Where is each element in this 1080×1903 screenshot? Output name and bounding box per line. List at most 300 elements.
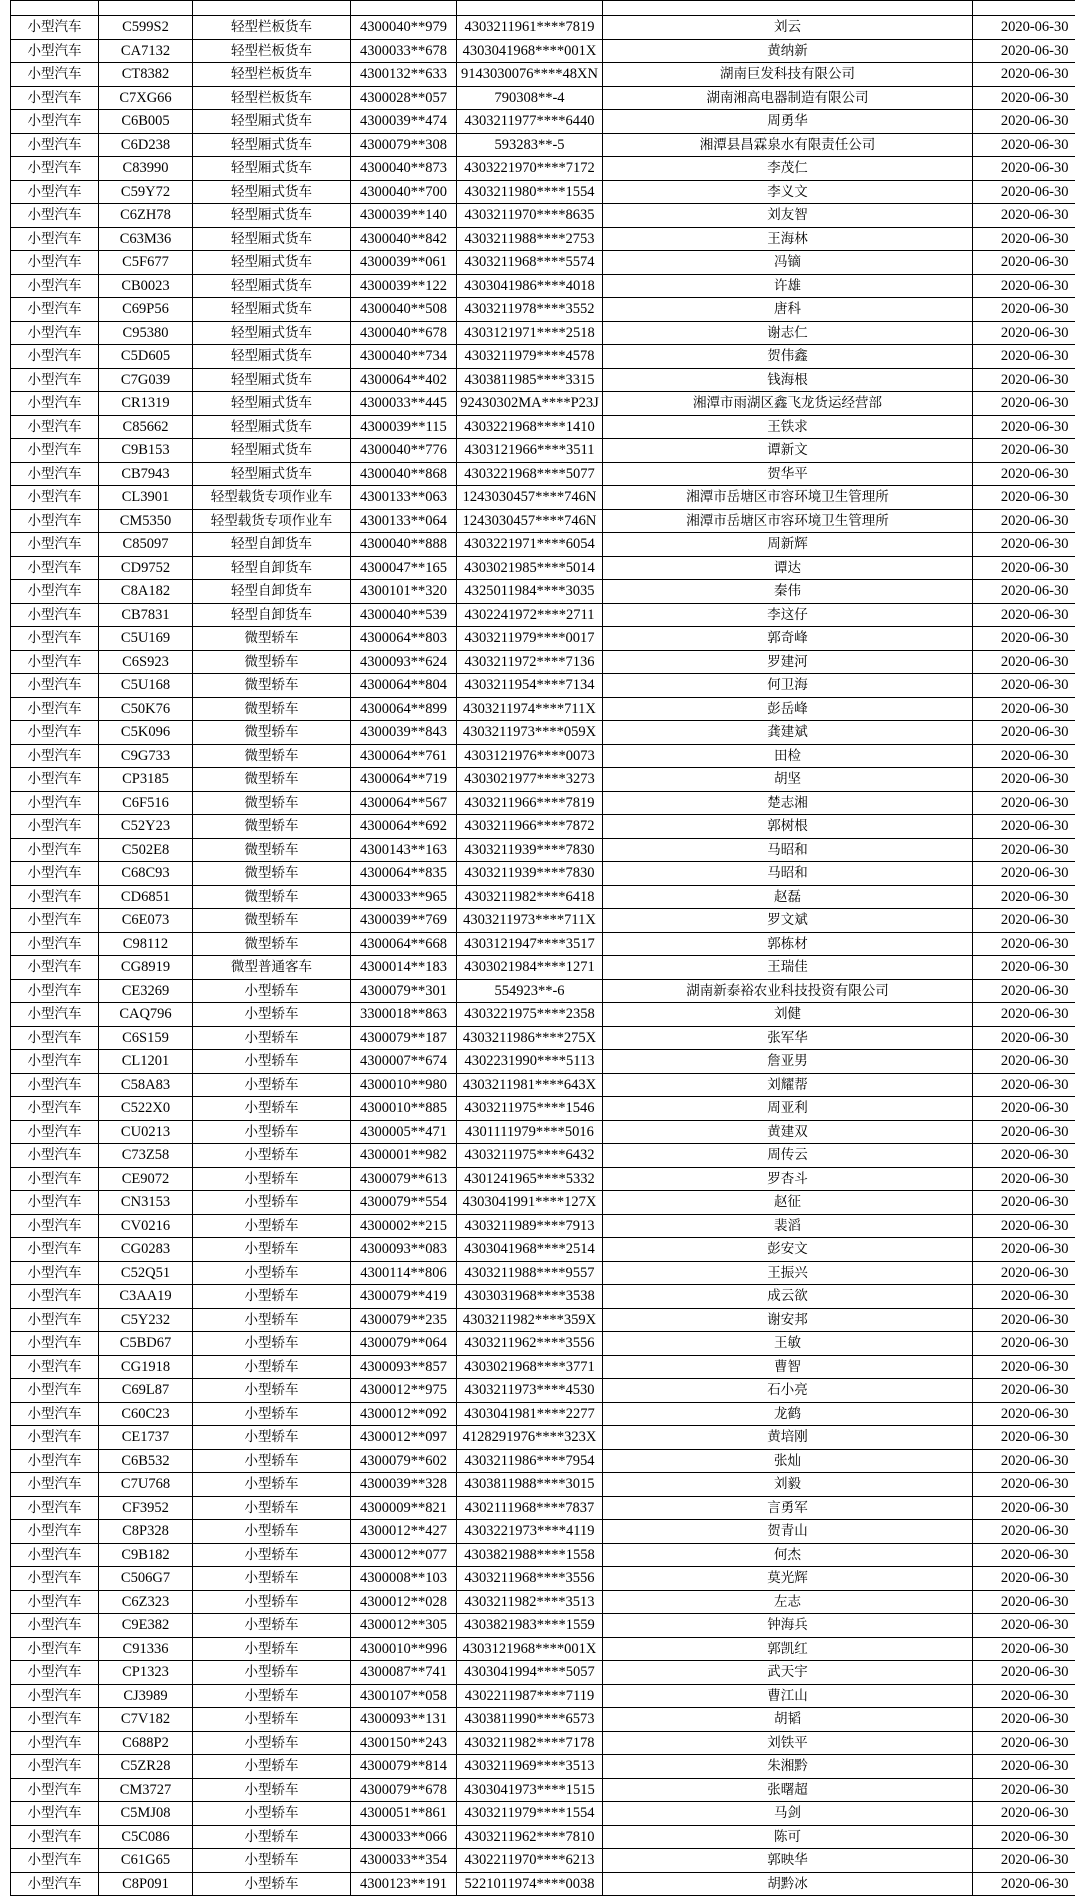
- date-cell: 2020-06-30: [973, 251, 1075, 275]
- plate-number-cell: C6ZH78: [99, 204, 193, 228]
- id-number-cell: 4303211975****6432: [457, 1144, 603, 1168]
- plate-number-cell: C6F516: [99, 791, 193, 815]
- vehicle-type-cell: 小型汽车: [11, 556, 99, 580]
- date-cell: 2020-06-30: [973, 650, 1075, 674]
- id-number-cell: 4303211966****7872: [457, 815, 603, 839]
- id-number-cell: 4303211962****7810: [457, 1825, 603, 1849]
- vehicle-type-cell: 小型汽车: [11, 1778, 99, 1802]
- vehicle-style-cell: 轻型厢式货车: [193, 298, 351, 322]
- vehicle-style-cell: 微型轿车: [193, 674, 351, 698]
- vehicle-type-cell: 小型汽车: [11, 1449, 99, 1473]
- vehicle-style-cell: 轻型厢式货车: [193, 345, 351, 369]
- id-number-cell: 4303811988****3015: [457, 1473, 603, 1497]
- owner-name-cell: 谭达: [603, 556, 973, 580]
- vehicle-type-cell: 小型汽车: [11, 650, 99, 674]
- id-number-cell: 4303211968****5574: [457, 251, 603, 275]
- vehicle-style-cell: 小型轿车: [193, 1590, 351, 1614]
- date-cell: 2020-06-30: [973, 1285, 1075, 1309]
- record-code-cell: 4300010**980: [351, 1073, 457, 1097]
- vehicle-style-cell: 小型轿车: [193, 1402, 351, 1426]
- record-code-cell: 4300093**083: [351, 1238, 457, 1262]
- vehicle-style-cell: 小型轿车: [193, 1802, 351, 1826]
- vehicle-style-cell: 小型轿车: [193, 1167, 351, 1191]
- record-code-cell: 4300007**674: [351, 1050, 457, 1074]
- vehicle-style-cell: 小型轿车: [193, 1097, 351, 1121]
- vehicle-type-cell: 小型汽车: [11, 157, 99, 181]
- owner-name-cell: 谢安邦: [603, 1308, 973, 1332]
- record-code-cell: 4300010**885: [351, 1097, 457, 1121]
- table-row: [11, 1285, 1075, 1309]
- id-number-cell: 4303211988****2753: [457, 227, 603, 251]
- table-row: [11, 157, 1075, 181]
- owner-name-cell: 罗杏斗: [603, 1167, 973, 1191]
- table-row: [11, 298, 1075, 322]
- date-cell: 2020-06-30: [973, 1332, 1075, 1356]
- id-number-cell: 4303211982****6418: [457, 885, 603, 909]
- date-cell: 2020-06-30: [973, 1073, 1075, 1097]
- vehicle-style-cell: 小型轿车: [193, 1073, 351, 1097]
- record-code-cell: 4300033**445: [351, 392, 457, 416]
- plate-number-cell: C9E382: [99, 1614, 193, 1638]
- date-cell: 2020-06-30: [973, 862, 1075, 886]
- record-code-cell: 4300133**063: [351, 486, 457, 510]
- owner-name-cell: 石小亮: [603, 1379, 973, 1403]
- vehicle-type-cell: 小型汽车: [11, 63, 99, 87]
- table-row: [11, 204, 1075, 228]
- plate-number-cell: C5D605: [99, 345, 193, 369]
- vehicle-type-cell: 小型汽车: [11, 1144, 99, 1168]
- date-cell: 2020-06-30: [973, 556, 1075, 580]
- table-row: [11, 39, 1075, 63]
- table-row-partial: [11, 1, 1075, 16]
- date-cell: 2020-06-30: [973, 1520, 1075, 1544]
- id-number-cell: 4303211978****3552: [457, 298, 603, 322]
- owner-name-cell: 成云欲: [603, 1285, 973, 1309]
- plate-number-cell: C69P56: [99, 298, 193, 322]
- date-cell: 2020-06-30: [973, 1449, 1075, 1473]
- vehicle-style-cell: 小型轿车: [193, 1614, 351, 1638]
- date-cell: 2020-06-30: [973, 979, 1075, 1003]
- date-cell: 2020-06-30: [973, 1731, 1075, 1755]
- vehicle-type-cell: 小型汽车: [11, 1520, 99, 1544]
- vehicle-style-cell: 小型轿车: [193, 1285, 351, 1309]
- plate-number-cell: C5U169: [99, 627, 193, 651]
- id-number-cell: 4303211979****4578: [457, 345, 603, 369]
- record-code-cell: 4300040**678: [351, 321, 457, 345]
- owner-name-cell: 刘耀帮: [603, 1073, 973, 1097]
- owner-name-cell: 胡坚: [603, 768, 973, 792]
- date-cell: 2020-06-30: [973, 1426, 1075, 1450]
- plate-number-cell: C6B532: [99, 1449, 193, 1473]
- record-code-cell: 4300114**806: [351, 1261, 457, 1285]
- table-row: [11, 674, 1075, 698]
- table-row: [11, 556, 1075, 580]
- owner-name-cell: 詹亚男: [603, 1050, 973, 1074]
- table-row: [11, 1614, 1075, 1638]
- plate-number-cell: CJ3989: [99, 1684, 193, 1708]
- owner-name-cell: 王铁求: [603, 415, 973, 439]
- id-number-cell: 4303221971****6054: [457, 533, 603, 557]
- table-row: [11, 1778, 1075, 1802]
- vehicle-type-cell: 小型汽车: [11, 439, 99, 463]
- owner-name-cell: 彭岳峰: [603, 697, 973, 721]
- table-row: [11, 110, 1075, 134]
- vehicle-type-cell: 小型汽车: [11, 321, 99, 345]
- record-code-cell: 4300064**402: [351, 368, 457, 392]
- record-code-cell: 4300040**734: [351, 345, 457, 369]
- date-cell: 2020-06-30: [973, 39, 1075, 63]
- owner-name-cell: 湖南巨发科技有限公司: [603, 63, 973, 87]
- vehicle-style-cell: 小型轿车: [193, 1567, 351, 1591]
- plate-number-cell: C5ZR28: [99, 1755, 193, 1779]
- vehicle-style-cell: 小型轿车: [193, 1120, 351, 1144]
- owner-name-cell: 田检: [603, 744, 973, 768]
- record-code-cell: 4300064**719: [351, 768, 457, 792]
- plate-number-cell: C599S2: [99, 16, 193, 40]
- vehicle-type-cell: 小型汽车: [11, 580, 99, 604]
- vehicle-style-cell: 小型轿车: [193, 1426, 351, 1450]
- record-code-cell: 4300033**066: [351, 1825, 457, 1849]
- id-number-cell: 4303221970****7172: [457, 157, 603, 181]
- table-row: [11, 697, 1075, 721]
- id-number-cell: 4303211979****0017: [457, 627, 603, 651]
- id-number-cell: 4303211989****7913: [457, 1214, 603, 1238]
- vehicle-style-cell: 小型轿车: [193, 1144, 351, 1168]
- plate-number-cell: CM5350: [99, 509, 193, 533]
- table-row: [11, 1050, 1075, 1074]
- owner-name-cell: 谢志仁: [603, 321, 973, 345]
- record-code-cell: 4300012**975: [351, 1379, 457, 1403]
- plate-number-cell: C6Z323: [99, 1590, 193, 1614]
- vehicle-type-cell: 小型汽车: [11, 1003, 99, 1027]
- plate-number-cell: C9B153: [99, 439, 193, 463]
- plate-number-cell: C60C23: [99, 1402, 193, 1426]
- vehicle-style-cell: 小型轿车: [193, 1473, 351, 1497]
- date-cell: 2020-06-30: [973, 1849, 1075, 1873]
- vehicle-type-cell: 小型汽车: [11, 274, 99, 298]
- vehicle-type-cell: 小型汽车: [11, 1637, 99, 1661]
- record-code-cell: 4300040**888: [351, 533, 457, 557]
- table-row: [11, 1097, 1075, 1121]
- vehicle-type-cell: 小型汽车: [11, 298, 99, 322]
- owner-name-cell: 曹智: [603, 1355, 973, 1379]
- table-row: [11, 1026, 1075, 1050]
- vehicle-type-cell: 小型汽车: [11, 697, 99, 721]
- vehicle-style-cell: 轻型厢式货车: [193, 321, 351, 345]
- table-row: [11, 63, 1075, 87]
- plate-number-cell: C5U168: [99, 674, 193, 698]
- record-code-cell: 4300064**804: [351, 674, 457, 698]
- table-row: [11, 533, 1075, 557]
- vehicle-registry-table: [10, 0, 1075, 1896]
- vehicle-style-cell: 小型轿车: [193, 1778, 351, 1802]
- date-cell: 2020-06-30: [973, 1661, 1075, 1685]
- vehicle-type-cell: 小型汽车: [11, 791, 99, 815]
- record-code-cell: 4300133**064: [351, 509, 457, 533]
- vehicle-type-cell: 小型汽车: [11, 1097, 99, 1121]
- id-number-cell: 4302241972****2711: [457, 603, 603, 627]
- owner-name-cell: 陈可: [603, 1825, 973, 1849]
- vehicle-type-cell: 小型汽车: [11, 1261, 99, 1285]
- id-number-cell: 4302111968****7837: [457, 1496, 603, 1520]
- record-code-cell: 4300014**183: [351, 956, 457, 980]
- owner-name-cell: 马剑: [603, 1802, 973, 1826]
- record-code-cell: 3300018**863: [351, 1003, 457, 1027]
- id-number-cell: 4303211968****3556: [457, 1567, 603, 1591]
- vehicle-type-cell: 小型汽车: [11, 1402, 99, 1426]
- plate-number-cell: C9G733: [99, 744, 193, 768]
- id-number-cell: 4303221975****2358: [457, 1003, 603, 1027]
- date-cell: 2020-06-30: [973, 415, 1075, 439]
- plate-number-cell: CB7831: [99, 603, 193, 627]
- vehicle-style-cell: 轻型自卸货车: [193, 533, 351, 557]
- table-row: [11, 815, 1075, 839]
- vehicle-type-cell: 小型汽车: [11, 1379, 99, 1403]
- vehicle-type-cell: 小型汽车: [11, 16, 99, 40]
- vehicle-type-cell: 小型汽车: [11, 909, 99, 933]
- date-cell: 2020-06-30: [973, 1097, 1075, 1121]
- vehicle-style-cell: 微型轿车: [193, 721, 351, 745]
- date-cell: 2020-06-30: [973, 1755, 1075, 1779]
- id-number-cell: 4303041991****127X: [457, 1191, 603, 1215]
- vehicle-type-cell: 小型汽车: [11, 1214, 99, 1238]
- date-cell: 2020-06-30: [973, 697, 1075, 721]
- vehicle-type-cell: 小型汽车: [11, 133, 99, 157]
- id-number-cell: 4303211986****275X: [457, 1026, 603, 1050]
- record-code-cell: 4300012**305: [351, 1614, 457, 1638]
- plate-number-cell: C6B005: [99, 110, 193, 134]
- id-number-cell: 4303121976****0073: [457, 744, 603, 768]
- vehicle-type-cell: 小型汽车: [11, 815, 99, 839]
- vehicle-style-cell: 轻型厢式货车: [193, 133, 351, 157]
- id-number-cell: 4302231990****5113: [457, 1050, 603, 1074]
- id-number-cell: 4303211970****8635: [457, 204, 603, 228]
- date-cell: 2020-06-30: [973, 1825, 1075, 1849]
- plate-number-cell: C83990: [99, 157, 193, 181]
- date-cell: 2020-06-30: [973, 1379, 1075, 1403]
- plate-number-cell: CF3952: [99, 1496, 193, 1520]
- record-code-cell: 4300079**301: [351, 979, 457, 1003]
- record-code-cell: 4300001**982: [351, 1144, 457, 1168]
- date-cell: 2020-06-30: [973, 1684, 1075, 1708]
- plate-number-cell: CG0283: [99, 1238, 193, 1262]
- record-code-cell: 4300039**328: [351, 1473, 457, 1497]
- vehicle-type-cell: 小型汽车: [11, 1567, 99, 1591]
- owner-name-cell: 湘潭县昌霖泉水有限责任公司: [603, 133, 973, 157]
- vehicle-style-cell: 轻型厢式货车: [193, 274, 351, 298]
- table-row: [11, 1872, 1075, 1896]
- table-row: [11, 1449, 1075, 1473]
- plate-number-cell: CV0216: [99, 1214, 193, 1238]
- owner-name-cell: 罗建河: [603, 650, 973, 674]
- plate-number-cell: C91336: [99, 1637, 193, 1661]
- plate-number-cell: CE9072: [99, 1167, 193, 1191]
- owner-name-cell: 朱湘黔: [603, 1755, 973, 1779]
- plate-number-cell: C98112: [99, 932, 193, 956]
- owner-name-cell: 胡韬: [603, 1708, 973, 1732]
- vehicle-style-cell: 小型轿车: [193, 1731, 351, 1755]
- vehicle-type-cell: 小型汽车: [11, 227, 99, 251]
- record-code-cell: 4300012**097: [351, 1426, 457, 1450]
- id-number-cell: 9143030076****48XN: [457, 63, 603, 87]
- plate-number-cell: C8A182: [99, 580, 193, 604]
- record-code-cell: 4300039**140: [351, 204, 457, 228]
- vehicle-style-cell: 微型轿车: [193, 768, 351, 792]
- record-code-cell: 4300033**965: [351, 885, 457, 909]
- table-row: [11, 462, 1075, 486]
- id-number-cell: 4303211961****7819: [457, 16, 603, 40]
- vehicle-type-cell: 小型汽车: [11, 627, 99, 651]
- record-code-cell: 4300093**857: [351, 1355, 457, 1379]
- owner-name-cell: 彭安文: [603, 1238, 973, 1262]
- id-number-cell: 4303041981****2277: [457, 1402, 603, 1426]
- vehicle-type-cell: 小型汽车: [11, 204, 99, 228]
- plate-number-cell: CL1201: [99, 1050, 193, 1074]
- table-row: [11, 486, 1075, 510]
- id-number-cell: 4128291976****323X: [457, 1426, 603, 1450]
- record-code-cell: 4300012**028: [351, 1590, 457, 1614]
- date-cell: 2020-06-30: [973, 1167, 1075, 1191]
- table-row: [11, 1802, 1075, 1826]
- date-cell: 2020-06-30: [973, 1567, 1075, 1591]
- owner-name-cell: 莫光辉: [603, 1567, 973, 1591]
- table-row: [11, 768, 1075, 792]
- vehicle-type-cell: 小型汽车: [11, 345, 99, 369]
- vehicle-type-cell: 小型汽车: [11, 1473, 99, 1497]
- vehicle-style-cell: 轻型厢式货车: [193, 368, 351, 392]
- vehicle-style-cell: 小型轿车: [193, 1214, 351, 1238]
- id-number-cell: 4303211966****7819: [457, 791, 603, 815]
- vehicle-style-cell: 小型轿车: [193, 1026, 351, 1050]
- record-code-cell: 4300051**861: [351, 1802, 457, 1826]
- id-number-cell: 4303821983****1559: [457, 1614, 603, 1638]
- plate-number-cell: CD9752: [99, 556, 193, 580]
- record-code-cell: 4300064**803: [351, 627, 457, 651]
- table-row: [11, 956, 1075, 980]
- id-number-cell: 790308**-4: [457, 86, 603, 110]
- vehicle-style-cell: 轻型载货专项作业车: [193, 509, 351, 533]
- record-code-cell: 4300079**064: [351, 1332, 457, 1356]
- id-number-cell: 4303211986****7954: [457, 1449, 603, 1473]
- id-number-cell: 1243030457****746N: [457, 486, 603, 510]
- date-cell: 2020-06-30: [973, 1191, 1075, 1215]
- owner-name-cell: 刘铁平: [603, 1731, 973, 1755]
- plate-number-cell: C58A83: [99, 1073, 193, 1097]
- vehicle-style-cell: 轻型厢式货车: [193, 157, 351, 181]
- record-code-cell: 4300093**624: [351, 650, 457, 674]
- vehicle-style-cell: 微型轿车: [193, 650, 351, 674]
- owner-name-cell: 李这仔: [603, 603, 973, 627]
- record-code-cell: 4300033**354: [351, 1849, 457, 1873]
- record-code-cell: 4300010**996: [351, 1637, 457, 1661]
- plate-number-cell: C85097: [99, 533, 193, 557]
- owner-name-cell: 张灿: [603, 1449, 973, 1473]
- date-cell: 2020-06-30: [973, 791, 1075, 815]
- record-code-cell: 4300002**215: [351, 1214, 457, 1238]
- record-code-cell: 4300040**979: [351, 16, 457, 40]
- table-row: [11, 180, 1075, 204]
- table-row: [11, 1379, 1075, 1403]
- plate-number-cell: C63M36: [99, 227, 193, 251]
- owner-name-cell: 钟海兵: [603, 1614, 973, 1638]
- vehicle-style-cell: 轻型厢式货车: [193, 439, 351, 463]
- table-row: [11, 1637, 1075, 1661]
- owner-name-cell: 湘潭市雨湖区鑫飞龙货运经营部: [603, 392, 973, 416]
- table-row: [11, 1567, 1075, 1591]
- plate-number-cell: CG8919: [99, 956, 193, 980]
- vehicle-type-cell: 小型汽车: [11, 979, 99, 1003]
- id-number-cell: 4303041968****2514: [457, 1238, 603, 1262]
- record-code-cell: 4300079**235: [351, 1308, 457, 1332]
- plate-number-cell: C7U768: [99, 1473, 193, 1497]
- record-code-cell: 4300039**061: [351, 251, 457, 275]
- plate-number-cell: CM3727: [99, 1778, 193, 1802]
- plate-number-cell: CR1319: [99, 392, 193, 416]
- date-cell: 2020-06-30: [973, 274, 1075, 298]
- owner-name-cell: 曹江山: [603, 1684, 973, 1708]
- date-cell: 2020-06-30: [973, 204, 1075, 228]
- date-cell: 2020-06-30: [973, 345, 1075, 369]
- record-code-cell: 4300107**058: [351, 1684, 457, 1708]
- date-cell: 2020-06-30: [973, 1144, 1075, 1168]
- date-cell: 2020-06-30: [973, 1355, 1075, 1379]
- id-number-cell: 4303041986****4018: [457, 274, 603, 298]
- owner-name-cell: 周勇华: [603, 110, 973, 134]
- vehicle-type-cell: 小型汽车: [11, 1191, 99, 1215]
- vehicle-style-cell: 微型轿车: [193, 815, 351, 839]
- id-number-cell: 4303211982****359X: [457, 1308, 603, 1332]
- vehicle-type-cell: 小型汽车: [11, 838, 99, 862]
- owner-name-cell: 王海林: [603, 227, 973, 251]
- record-code-cell: 4300064**761: [351, 744, 457, 768]
- table-row: [11, 627, 1075, 651]
- date-cell: 2020-06-30: [973, 1590, 1075, 1614]
- date-cell: 2020-06-30: [973, 721, 1075, 745]
- plate-number-cell: CE1737: [99, 1426, 193, 1450]
- vehicle-style-cell: 轻型厢式货车: [193, 227, 351, 251]
- owner-name-cell: 龙鹤: [603, 1402, 973, 1426]
- vehicle-style-cell: 小型轿车: [193, 1261, 351, 1285]
- id-number-cell: 554923**-6: [457, 979, 603, 1003]
- date-cell: 2020-06-30: [973, 1026, 1075, 1050]
- vehicle-style-cell: 小型轿车: [193, 1449, 351, 1473]
- owner-name-cell: 谭新文: [603, 439, 973, 463]
- vehicle-style-cell: 轻型厢式货车: [193, 251, 351, 275]
- vehicle-type-cell: 小型汽车: [11, 1073, 99, 1097]
- plate-number-cell: CP3185: [99, 768, 193, 792]
- vehicle-type-cell: 小型汽车: [11, 1590, 99, 1614]
- id-number-cell: 4303211977****6440: [457, 110, 603, 134]
- owner-name-cell: 黄培刚: [603, 1426, 973, 1450]
- id-number-cell: 4303211973****4530: [457, 1379, 603, 1403]
- vehicle-type-cell: 小型汽车: [11, 180, 99, 204]
- date-cell: 2020-06-30: [973, 110, 1075, 134]
- vehicle-style-cell: 微型普通客车: [193, 956, 351, 980]
- record-code-cell: 4300087**741: [351, 1661, 457, 1685]
- record-code-cell: 4300079**613: [351, 1167, 457, 1191]
- plate-number-cell: C85662: [99, 415, 193, 439]
- owner-name-cell: 郭树根: [603, 815, 973, 839]
- record-code-cell: 4300064**692: [351, 815, 457, 839]
- owner-name-cell: 周亚利: [603, 1097, 973, 1121]
- vehicle-type-cell: 小型汽车: [11, 86, 99, 110]
- owner-name-cell: 裴滔: [603, 1214, 973, 1238]
- plate-number-cell: CU0213: [99, 1120, 193, 1144]
- owner-name-cell: 赵磊: [603, 885, 973, 909]
- vehicle-style-cell: 微型轿车: [193, 697, 351, 721]
- record-code-cell: 4300028**057: [351, 86, 457, 110]
- date-cell: 2020-06-30: [973, 603, 1075, 627]
